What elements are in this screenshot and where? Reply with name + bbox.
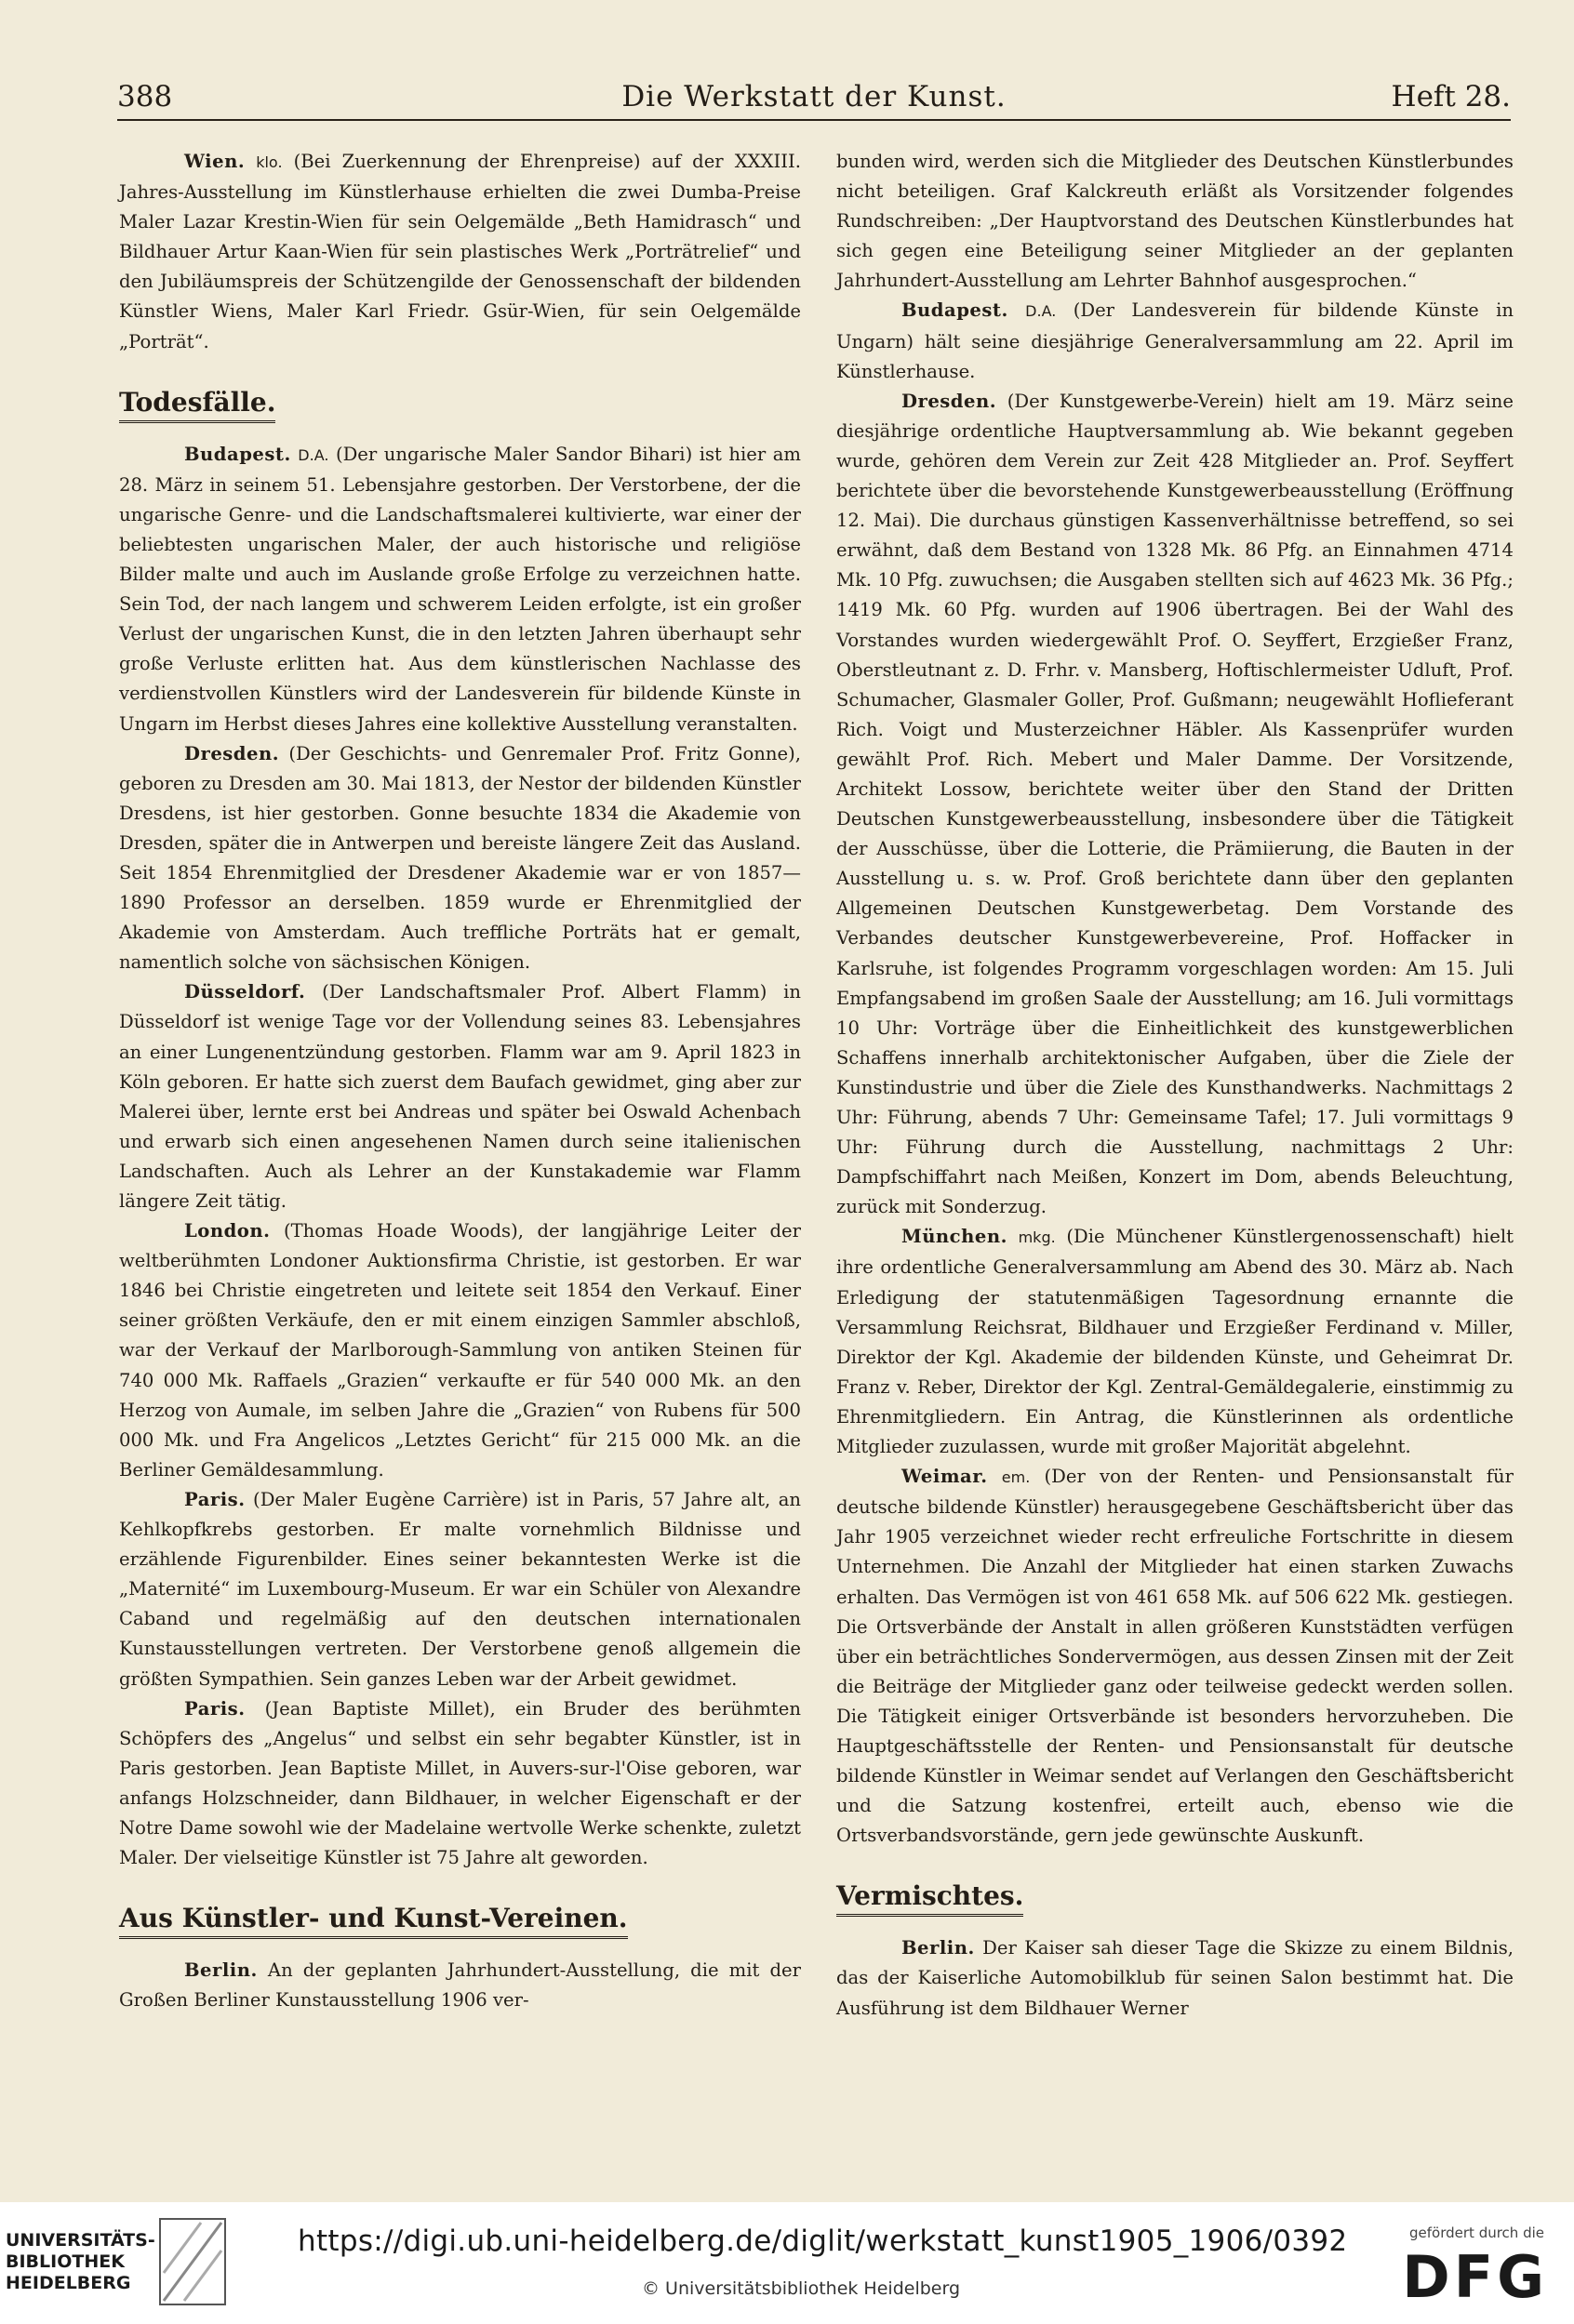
dateline: Weimar. [901,1466,988,1488]
article-berlin-continued: bunden wird, werden sich die Mitglieder des Deutschen Künstlerbundes nicht beteiligen. Graf Kalckreuth erläßt als Vorsitzender folgendes Rundschreiben: „Der Hauptvorstand des Deutschen Künstlerbundes hat sich gegen eine Beteiligung seiner Mitglieder an der geplanten Jahrhundert-Ausstellung am Lehrter Bahnhof ausgesprochen.“ [836,151,1514,292]
library-name [6,2230,155,2294]
author-tag: D.A. [1025,302,1057,321]
article-text: (Thomas Hoade Woods), der langjährige Leiter der weltberühmten Londoner Auktionsfirma Christie, ist gestorben. Er war 1846 bei Christie eingetreten und leitete seit 1854 den Verkauf. Einer seiner größten Verkäufe, den er mit einem einzigen Sammler abschloß, war der Verkauf der Marlborough-Sammlung von antiken Steinen für 740 000 Mk. Raffaels „Grazien“ verkaufte er für 540 000 Mk. an den Herzog von Aumale, im selben Jahre die „Grazien“ von Rubens für 500 000 Mk. und Fra Angelicos „Letztes Gericht“ für 215 000 Mk. an die Berliner Gemäldesammlung. [119,1220,801,1481]
author-tag: D.A. [298,445,329,464]
dateline: Paris. [184,1488,246,1510]
article-duesseldorf [119,977,801,1216]
dateline: Wien. [184,151,246,172]
dateline: Dresden. [184,742,280,764]
article-text: (Der Landschaftsmaler Prof. Albert Flamm) in Düsseldorf ist wenige Tage vor der Vollendung seines 83. Lebensjahres an einer Lungenentzündung gestorben. Flamm war am 9. April 1823 in Köln geboren. Er hatte sich zuerst dem Baufach gewidmet, ging aber zur Malerei über, lernte erst bei Andreas und später bei Oswald Achenbach und erwarb sich einen angesehenen Namen durch seine italienischen Landschaften. Auch als Lehrer an der Kunstakademie war Flamm längere Zeit tätig. [119,981,801,1212]
article-text: (Bei Zuerkennung der Ehrenpreise) auf der XXXIII. Jahres-Ausstellung im Künstlerhause erhielten die zwei Dumba-Preise Maler Lazar Krestin-Wien für sein Oelgemälde „Beth Hamidrasch“ und Bildhauer Artur Kaan-Wien für sein plastisches Werk „Porträtrelief“ und den Jubiläumspreis der Schützengilde der Genossenschaft der bildenden Künstler Wiens, Maler Karl Friedr. Gsür-Wien, für sein Oelgemälde „Porträt“. [119,151,802,352]
article-text: (Der von der Renten- und Pensionsanstalt für deutsche bildende Künstler) herausgegebene Geschäftsbericht über das Jahr 1905 verzeichnet wieder recht erfreuliche Fortschritte in diesem Unternehmen. Die Anzahl der Mitglieder hat einen starken Zuwachs erhalten. Das Vermögen ist von 461 658 Mk. auf 506 622 Mk. gestiegen. Die Ortsverbände der Anstalt in allen größeren Kunststädten verfügen über ein beträchtliches Sondervermögen, aus dessen Zinsen mit der Zeit die Beiträge der Mitglieder ganz oder teilweise gedeckt werden sollen. Die Tätigkeit einiger Ortsverbände ist besonders hervorzuheben. Die Hauptgeschäftsstelle der Renten- und Pensionsanstalt für deutsche bildende Künstler in Weimar sendet auf Verlangen den Geschäftsbericht und die Satzung kostenfrei, erteilt auch, ebenso wie die Ortsverbandsvorstände, gern jede gewünschte Auskunft. [836,1466,1514,1847]
article-text: (Jean Baptiste Millet), ein Bruder des berühmten Schöpfers des „Angelus“ und selbst ein sehr begabter Künstler, ist in Paris gestorben. Jean Baptiste Millet, in Auvers-sur-l'Oise geboren, war anfangs Holzschneider, dann Bildhauer, in welcher Eigenschaft er der Notre Dame sowohl wie der Madelaine wertvolle Werke schenkte, zuletzt Maler. Der vielseitige Künstler ist 75 Jahre alt geworden. [119,1697,801,1869]
article-weimar [836,1462,1514,1851]
article-dresden [119,739,801,978]
article-paris-millet [119,1694,801,1874]
article-text: (Der Kunstgewerbe-Verein) hielt am 19. März seine diesjährige ordentliche Hauptversammlung ab. Wie bekannt gegeben wurde, gehören dem Verein zur Zeit 428 Mitglieder an. Prof. Seyffert berichtete über die bevorstehende Kunstgewerbeausstellung (Eröffnung 12. Mai). Die durchaus günstigen Kassenverhältnisse betreffend, so sei erwähnt, daß dem Bestand von 1328 Mk. 86 Pfg. an Einnahmen 4714 Mk. 10 Pfg. zuwuchsen; die Ausgaben stellten sich auf 4623 Mk. 36 Pfg.; 1419 Mk. 60 Pfg. wurden auf 1906 übertragen. Bei der Wahl des Vorstandes wurden wiedergewählt Prof. O. Seyffert, Erzgießer Franz, Oberstleutnant z. D. Frhr. v. Mansberg, Hoftischlermeister Udluft, Prof. Schumacher, Glasmaler Goller, Prof. Gußmann; neugewählt Hoflieferant Rich. Voigt und Musterzeichner Häbler. Als Kassenprüfer wurden gewählt Prof. Rich. Mebert und Maler Damme. Der Vorsitzende, Architekt Lossow, berichtete weiter über den Stand der Dritten Deutschen Kunstgewerbeausstellung, insbesondere über die Tätigkeit der Ausschüsse, über die Lotterie, die Prämiierung, die Bauten in der Ausstellung u. s. w. Prof. Groß berichtete dann über den geplanten Allgemeinen Deutschen Kunstgewerbetag. Dem Vorstande des Verbandes deutscher Kunstgewerbevereine, Prof. Hoffacker in Karlsruhe, ist folgendes Programm vorgeschlagen worden: Am 15. Juli Empfangsabend im großen Saale der Ausstellung; am 16. Juli vormittags 10 Uhr: Vorträge über die Einheitlichkeit des kunstgewerblichen Schaffens innerhalb architektonischer Aufgaben, über die Ziele der Kunstindustrie und über die Ziele des Kunsthandwerks. Nachmittags 2 Uhr: Führung, abends 7 Uhr: Gemeinsame Tafel; 17. Juli vormittags 9 Uhr: Führung durch die Ausstellung, nachmittags 2 Uhr: Dampfschiffahrt nach Meißen, Konzert im Dom, abends Beleuchtung, zurück mit Sonderzug. [836,390,1514,1218]
author-tag: mkg. [1018,1228,1056,1247]
library-crest-icon [158,2217,227,2306]
dateline: München. [901,1226,1007,1248]
article-dresden-verein [836,387,1514,1223]
library-name-line: HEIDELBERG [6,2273,131,2293]
library-name-line: UNIVERSITÄTS- [6,2230,155,2251]
digitization-footer [0,2202,1574,2324]
author-tag: em. [1001,1468,1031,1487]
left-column [119,147,801,2015]
article-berlin-ausstellung [119,1956,801,2015]
dateline: Berlin. [184,1959,258,1982]
article-text: Der Kaiser sah dieser Tage die Skizze zu einem Bildnis, das der Kaiserliche Automobilklub für seinen Salon bestimmt hat. Die Ausführung ist dem Bildhauer Werner [836,1937,1514,2019]
section-heading-vereine: Aus Künstler- und Kunst-Vereinen. [119,1901,628,1939]
dateline: Düsseldorf. [184,981,306,1003]
copyright-notice: © Universitätsbibliothek Heidelberg [642,2278,961,2299]
dateline: Budapest. [901,299,1008,322]
article-wien [119,147,801,357]
dateline: Paris. [184,1697,246,1720]
page-header [117,73,1511,121]
dateline: Budapest. [184,443,291,465]
dateline: London. [184,1220,271,1242]
funding-note: gefördert durch die [1409,2224,1544,2241]
article-text: (Der Geschichts- und Genremaler Prof. Fritz Gonne), geboren zu Dresden am 30. Mai 1813, der Nestor der bildenden Künstler Dresdens, ist hier gestorben. Gonne besuchte 1834 die Akademie von Dresden, später die in Antwerpen und bereiste längere Zeit das Ausland. Seit 1854 Ehrenmitglied der Dresdener Akademie war er von 1857—1890 Professor an derselben. 1859 wurde er Ehrenmitglied der Akademie von Amsterdam. Auch treffliche Porträts hat er gemalt, namentlich solche von sächsischen Königen. [119,742,801,974]
permalink[interactable]: https://digi.ub.uni-heidelberg.de/diglit/werkstatt_kunst1905_1906/0392 [298,2224,1348,2258]
article-london [119,1216,801,1485]
right-column [836,147,1514,2024]
article-berlin-kaiser [836,1933,1514,2023]
page-number: 388 [117,80,173,113]
article-text: (Der Landesverein für bildende Künste in Ungarn) hält seine diesjährige Generalversammlung am 22. April im Künstlerhause. [836,299,1514,382]
section-heading-todesfaelle: Todesfälle. [119,385,275,423]
article-text: (Der ungarische Maler Sandor Bihari) ist hier am 28. März in seinem 51. Lebensjahre gestorben. Der Verstorbene, der die ungarische Genre- und die Landschaftsmalerei kultivierte, war einer der beliebtesten ungarischen Maler, der auch historische und religiöse Bilder malte und auch im Auslande große Erfolge zu verzeichnen hatte. Sein Tod, der nach langem und schwerem Leiden erfolgte, ist ein großer Verlust der ungarischen Kunst, die in den letzten Jahren überhaupt sehr große Verluste erlitten hat. Aus dem künstlerischen Nachlasse des verdienstvollen Künstlers wird der Landesverein für bildende Künste in Ungarn im Herbst dieses Jahres eine kollektive Ausstellung veranstalten. [119,443,801,735]
article-paris-carriere [119,1485,801,1694]
section-heading-vermischtes: Vermischtes. [836,1879,1023,1917]
author-tag: klo. [256,153,283,171]
article-text: (Die Münchener Künstlergenossenschaft) hielt ihre ordentliche Generalversammlung am Abend des 30. März ab. Nach Erledigung der statutenmäßigen Tagesordnung ernannte die Versammlung Reichsrat, Bildhauer und Erzgießer Ferdinand v. Miller, Direktor der Kgl. Akademie der bildenden Künste, und Geheimrat Dr. Franz v. Reber, Direktor der Kgl. Zentral-Gemäldegalerie, einstimmig zu Ehrenmitgliedern. Ein Antrag, die Künstlerinnen als ordentliche Mitglieder zuzulassen, wurde mit großer Majorität abgelehnt. [836,1226,1514,1458]
article-muenchen [836,1222,1514,1462]
dfg-logo: DFG [1402,2243,1548,2311]
journal-title: Die Werkstatt der Kunst. [621,80,1007,113]
dateline: Dresden. [901,390,997,412]
article-budapest [119,440,801,739]
issue-number: Heft 28. [1391,80,1511,113]
dateline: Berlin. [901,1937,975,1959]
article-budapest-verein [836,296,1514,386]
library-name-line: BIBLIOTHEK [6,2251,125,2272]
article-text: An der geplanten Jahrhundert-Ausstellung, die mit der Großen Berliner Kunstausstellung 1906 ver- [119,1959,801,2012]
article-text: (Der Maler Eugène Carrière) ist in Paris, 57 Jahre alt, an Kehlkopfkrebs gestorben. Er malte vornehmlich Bildnisse und erzählende Figurenbilder. Eines seiner bekanntesten Werke ist die „Maternité“ im Luxembourg-Museum. Er war ein Schüler von Alexandre Caband und regelmäßig auf den deutschen internationalen Kunstausstellungen vertreten. Der Verstorbene genoß allgemein die größten Sympathien. Sein ganzes Leben war der Arbeit gewidmet. [119,1488,801,1690]
